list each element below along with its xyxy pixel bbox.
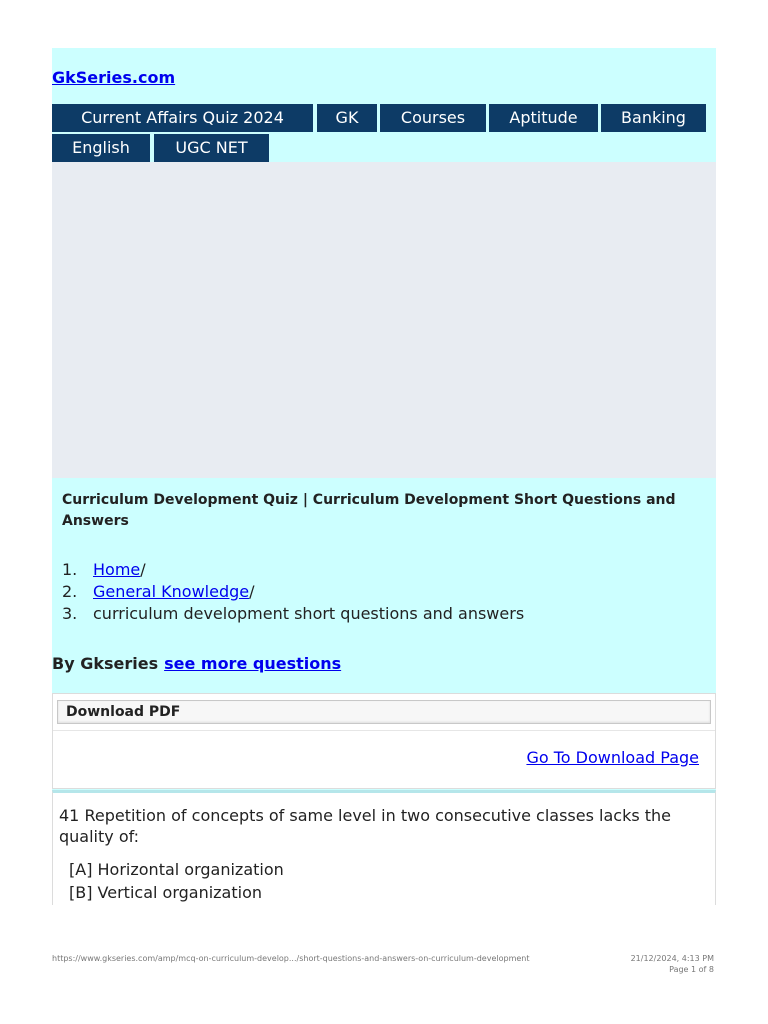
- go-to-download-page-link[interactable]: Go To Download Page: [526, 748, 699, 767]
- breadcrumb-separator: /: [140, 560, 146, 579]
- breadcrumb-number: 2.: [62, 582, 78, 601]
- download-pdf-header[interactable]: [57, 700, 711, 724]
- byline: [52, 654, 341, 673]
- breadcrumb: [62, 559, 524, 625]
- option-b[interactable]: [B] Vertical organization: [69, 883, 263, 902]
- page-content: [52, 48, 716, 905]
- breadcrumb-home-link[interactable]: Home: [93, 560, 141, 579]
- breadcrumb-separator: /: [249, 582, 255, 601]
- breadcrumb-item: [62, 559, 524, 581]
- nav-gk[interactable]: GK: [317, 104, 377, 132]
- question-text: 41 Repetition of concepts of same level in two consecutive classes lacks the quality of:: [59, 806, 672, 846]
- nav-banking[interactable]: Banking: [601, 104, 706, 132]
- breadcrumb-general-knowledge-link[interactable]: General Knowledge: [93, 582, 250, 601]
- see-more-questions-link[interactable]: see more questions: [164, 654, 342, 673]
- footer-page-number: Page 1 of 8: [669, 965, 714, 974]
- breadcrumb-item: [62, 603, 524, 625]
- breadcrumb-item: [62, 581, 524, 603]
- download-panel: [52, 693, 716, 789]
- divider: [53, 730, 715, 731]
- breadcrumb-number: 3.: [62, 604, 78, 623]
- footer-url: https://www.gkseries.com/amp/mcq-on-curriculum-develop.../short-questions-and-answers-on-curriculum-development: [52, 954, 530, 963]
- breadcrumb-current: curriculum development short questions and answers: [93, 604, 525, 623]
- download-pdf-label: Download PDF: [66, 704, 181, 720]
- footer-datetime: 21/12/2024, 4:13 PM: [630, 954, 714, 963]
- option-a[interactable]: [A] Horizontal organization: [69, 860, 284, 879]
- question-card: [52, 790, 716, 905]
- breadcrumb-number: 1.: [62, 560, 78, 579]
- nav-english[interactable]: English: [52, 134, 150, 162]
- page-title: Curriculum Development Quiz | Curriculum Development Short Questions and Answers: [62, 492, 676, 529]
- nav-courses[interactable]: Courses: [380, 104, 486, 132]
- nav-aptitude[interactable]: Aptitude: [489, 104, 598, 132]
- nav-ugc-net[interactable]: UGC NET: [154, 134, 269, 162]
- ad-placeholder: [52, 162, 716, 478]
- nav-current-affairs[interactable]: Current Affairs Quiz 2024: [52, 104, 313, 132]
- byline-author: By Gkseries: [52, 654, 159, 673]
- site-title-link[interactable]: GkSeries.com: [52, 68, 176, 87]
